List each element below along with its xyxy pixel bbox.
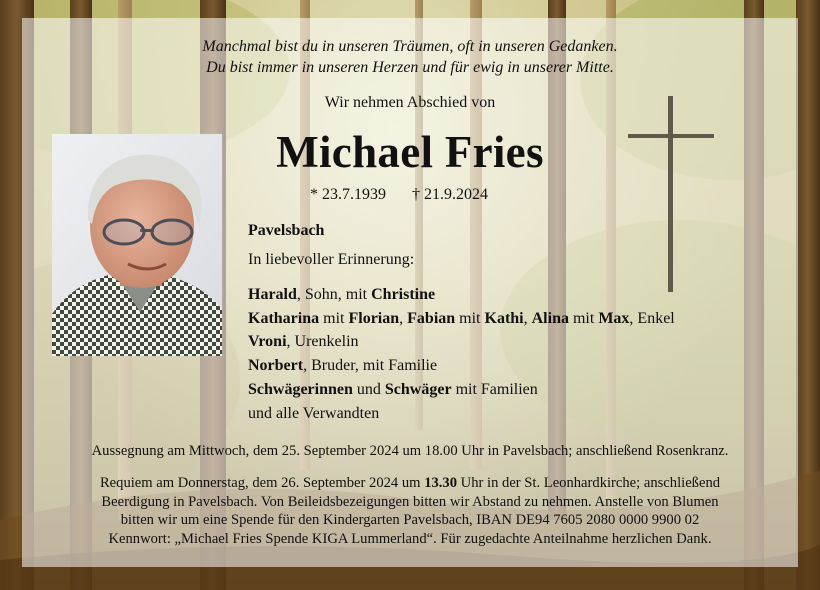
mourner-name: Christine — [371, 286, 436, 303]
mourner-line — [248, 283, 675, 307]
mourner-line — [248, 330, 675, 354]
mourner-name: Norbert — [248, 357, 304, 375]
requiem-line-3: bitten wir um eine Spende für den Kindergarten Pavelsbach, IBAN DE94 7605 2080 0000 9900 02 — [120, 512, 700, 528]
mourner-relation: und alle Verwandten — [248, 404, 380, 422]
requiem-line-1-after: Uhr in der St. Leonhardkirche; anschließend — [457, 475, 721, 491]
mourner-name: Schwägerinnen — [248, 380, 353, 398]
requiem-notice — [40, 474, 780, 548]
mourner-relation: , Urenkelin — [286, 333, 359, 351]
mourner-relation: mit — [455, 309, 485, 327]
farewell-intro: Wir nehmen Abschied von — [324, 94, 496, 111]
mourners-list — [248, 283, 675, 425]
mourner-relation: , Bruder, mit Familie — [303, 357, 438, 375]
mourner-name: Fabian — [407, 309, 456, 327]
requiem-line-1-before: Requiem am Donnerstag, dem 26. September 2024 um — [99, 475, 425, 491]
birth-date: * 23.7.1939 — [310, 186, 386, 203]
mourner-relation: mit Familien — [451, 380, 538, 398]
mourner-relation: mit — [568, 309, 599, 327]
memorial-quote — [0, 36, 820, 78]
death-date: † 21.9.2024 — [412, 186, 488, 203]
mourner-relation: mit — [319, 309, 349, 327]
mourner-name: Max — [598, 309, 630, 327]
mourner-relation: , — [523, 309, 532, 327]
mourner-relation: , — [399, 309, 408, 327]
quote-line-2: Du bist immer in unseren Herzen und für ewig in unserer Mitte. — [206, 59, 614, 76]
mourner-line — [248, 378, 675, 402]
requiem-line-4: Kennwort: „Michael Fries Spende KIGA Lummerland“. Für zugedachte Anteilnahme herzlichen Dank. — [108, 530, 712, 547]
requiem-time: 13.30 — [424, 475, 458, 491]
quote-line-1: Manchmal bist du in unseren Träumen, oft in unseren Gedanken. — [202, 38, 618, 55]
mourner-name: Schwäger — [384, 380, 452, 398]
requiem-line-1 — [40, 474, 780, 493]
hometown: Pavelsbach — [248, 222, 325, 239]
deceased-name: Michael Fries — [276, 127, 544, 177]
mourner-name: Vroni — [248, 333, 287, 351]
portrait-photo — [52, 134, 222, 356]
memory-heading: In liebevoller Erinnerung: — [248, 251, 415, 268]
service-notice: Aussegnung am Mittwoch, dem 25. September 2024 um 18.00 Uhr in Pavelsbach; anschließend Rosenkranz. — [91, 443, 729, 459]
mourner-name: Harald — [248, 286, 297, 303]
mourner-relation: , Enkel — [629, 309, 675, 327]
life-dates — [310, 186, 488, 204]
mourner-name: Kathi — [484, 309, 524, 327]
mourner-relation: , Sohn, mit — [296, 286, 372, 303]
mourner-name: Florian — [348, 309, 400, 327]
mourner-line — [248, 354, 675, 378]
mourner-line — [248, 307, 675, 331]
mourner-line — [248, 402, 675, 426]
mourner-name: Katharina — [248, 309, 320, 327]
mourner-relation: und — [352, 380, 385, 398]
mourner-name: Alina — [531, 309, 569, 327]
latin-cross-icon — [628, 96, 718, 296]
requiem-line-2: Beerdigung in Pavelsbach. Von Beileidsbezeigungen bitten wir Abstand zu nehmen. Anstelle von Blumen — [101, 493, 719, 510]
